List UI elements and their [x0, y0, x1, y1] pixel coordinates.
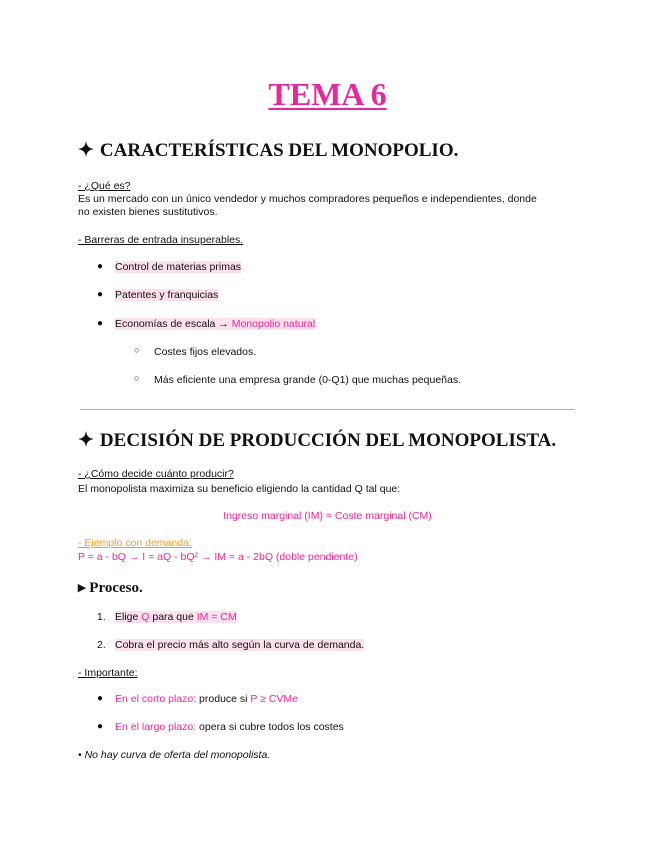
bullet-icon: ●	[97, 693, 104, 704]
sub-list-item: Costes fijos elevados.	[154, 346, 257, 358]
list-item: Control de materias primas	[115, 261, 242, 273]
importante-item-corto: En el corto plazo: produce si P ≥ CVMe	[115, 693, 299, 705]
sub-list-item: Más eficiente una empresa grande (0-Q1) que muchas pequeñas.	[154, 374, 462, 386]
proceso-item-2: Cobra el precio más alto según la curva de demanda.	[115, 639, 365, 651]
que-es-label: - ¿Qué es?	[78, 180, 131, 192]
formula-im-cm: Ingreso marginal (IM) = Coste marginal (CM)	[223, 510, 432, 522]
ejemplo-formula: P = a - bQ → I = aQ - bQ² → IM = a - 2bQ (doble pendiente)	[78, 551, 358, 563]
page-title: TEMA 6	[268, 76, 387, 112]
bullet-icon: ●	[97, 261, 104, 272]
list-number: 2.	[97, 639, 106, 651]
como-text: El monopolista maximiza su beneficio eligiendo la cantidad Q tal que:	[78, 483, 401, 495]
section-heading-decision: ✦ DECISIÓN DE PRODUCCIÓN DEL MONOPOLISTA.	[78, 430, 557, 451]
circle-bullet-icon: ○	[134, 373, 140, 383]
bullet-icon: ●	[97, 721, 104, 732]
importante-label: - Importante:	[78, 667, 138, 679]
ejemplo-label: - Ejemplo con demanda:	[78, 537, 192, 549]
note: • No hay curva de oferta del monopolista.	[78, 749, 271, 761]
star-icon: ✦	[78, 430, 94, 451]
circle-bullet-icon: ○	[134, 345, 140, 355]
list-item-economias: Economías de escala → Monopolio natural	[115, 318, 316, 330]
proceso-item-1: Elige Q para que IM = CM	[115, 611, 237, 623]
importante-item-largo: En el largo plazo: opera si cubre todos los costes	[115, 721, 344, 733]
bullet-icon: ●	[97, 289, 104, 300]
list-number: 1.	[97, 611, 106, 623]
section-heading-caracteristicas: ✦ CARACTERÍSTICAS DEL MONOPOLIO.	[78, 140, 459, 161]
divider	[80, 409, 575, 410]
list-item: Patentes y franquicias	[115, 289, 219, 301]
que-es-text-line1: Es un mercado con un único vendedor y muchos compradores pequeños e independientes, donde	[78, 193, 537, 205]
que-es-text-line2: no existen bienes sustitutivos.	[78, 206, 218, 218]
bullet-icon: ●	[97, 318, 104, 329]
star-icon: ✦	[78, 140, 94, 161]
proceso-heading: ▸ Proceso.	[78, 580, 143, 596]
barreras-label: - Barreras de entrada insuperables.	[78, 234, 244, 246]
como-label: - ¿Cómo decide cuánto producir?	[78, 468, 234, 480]
